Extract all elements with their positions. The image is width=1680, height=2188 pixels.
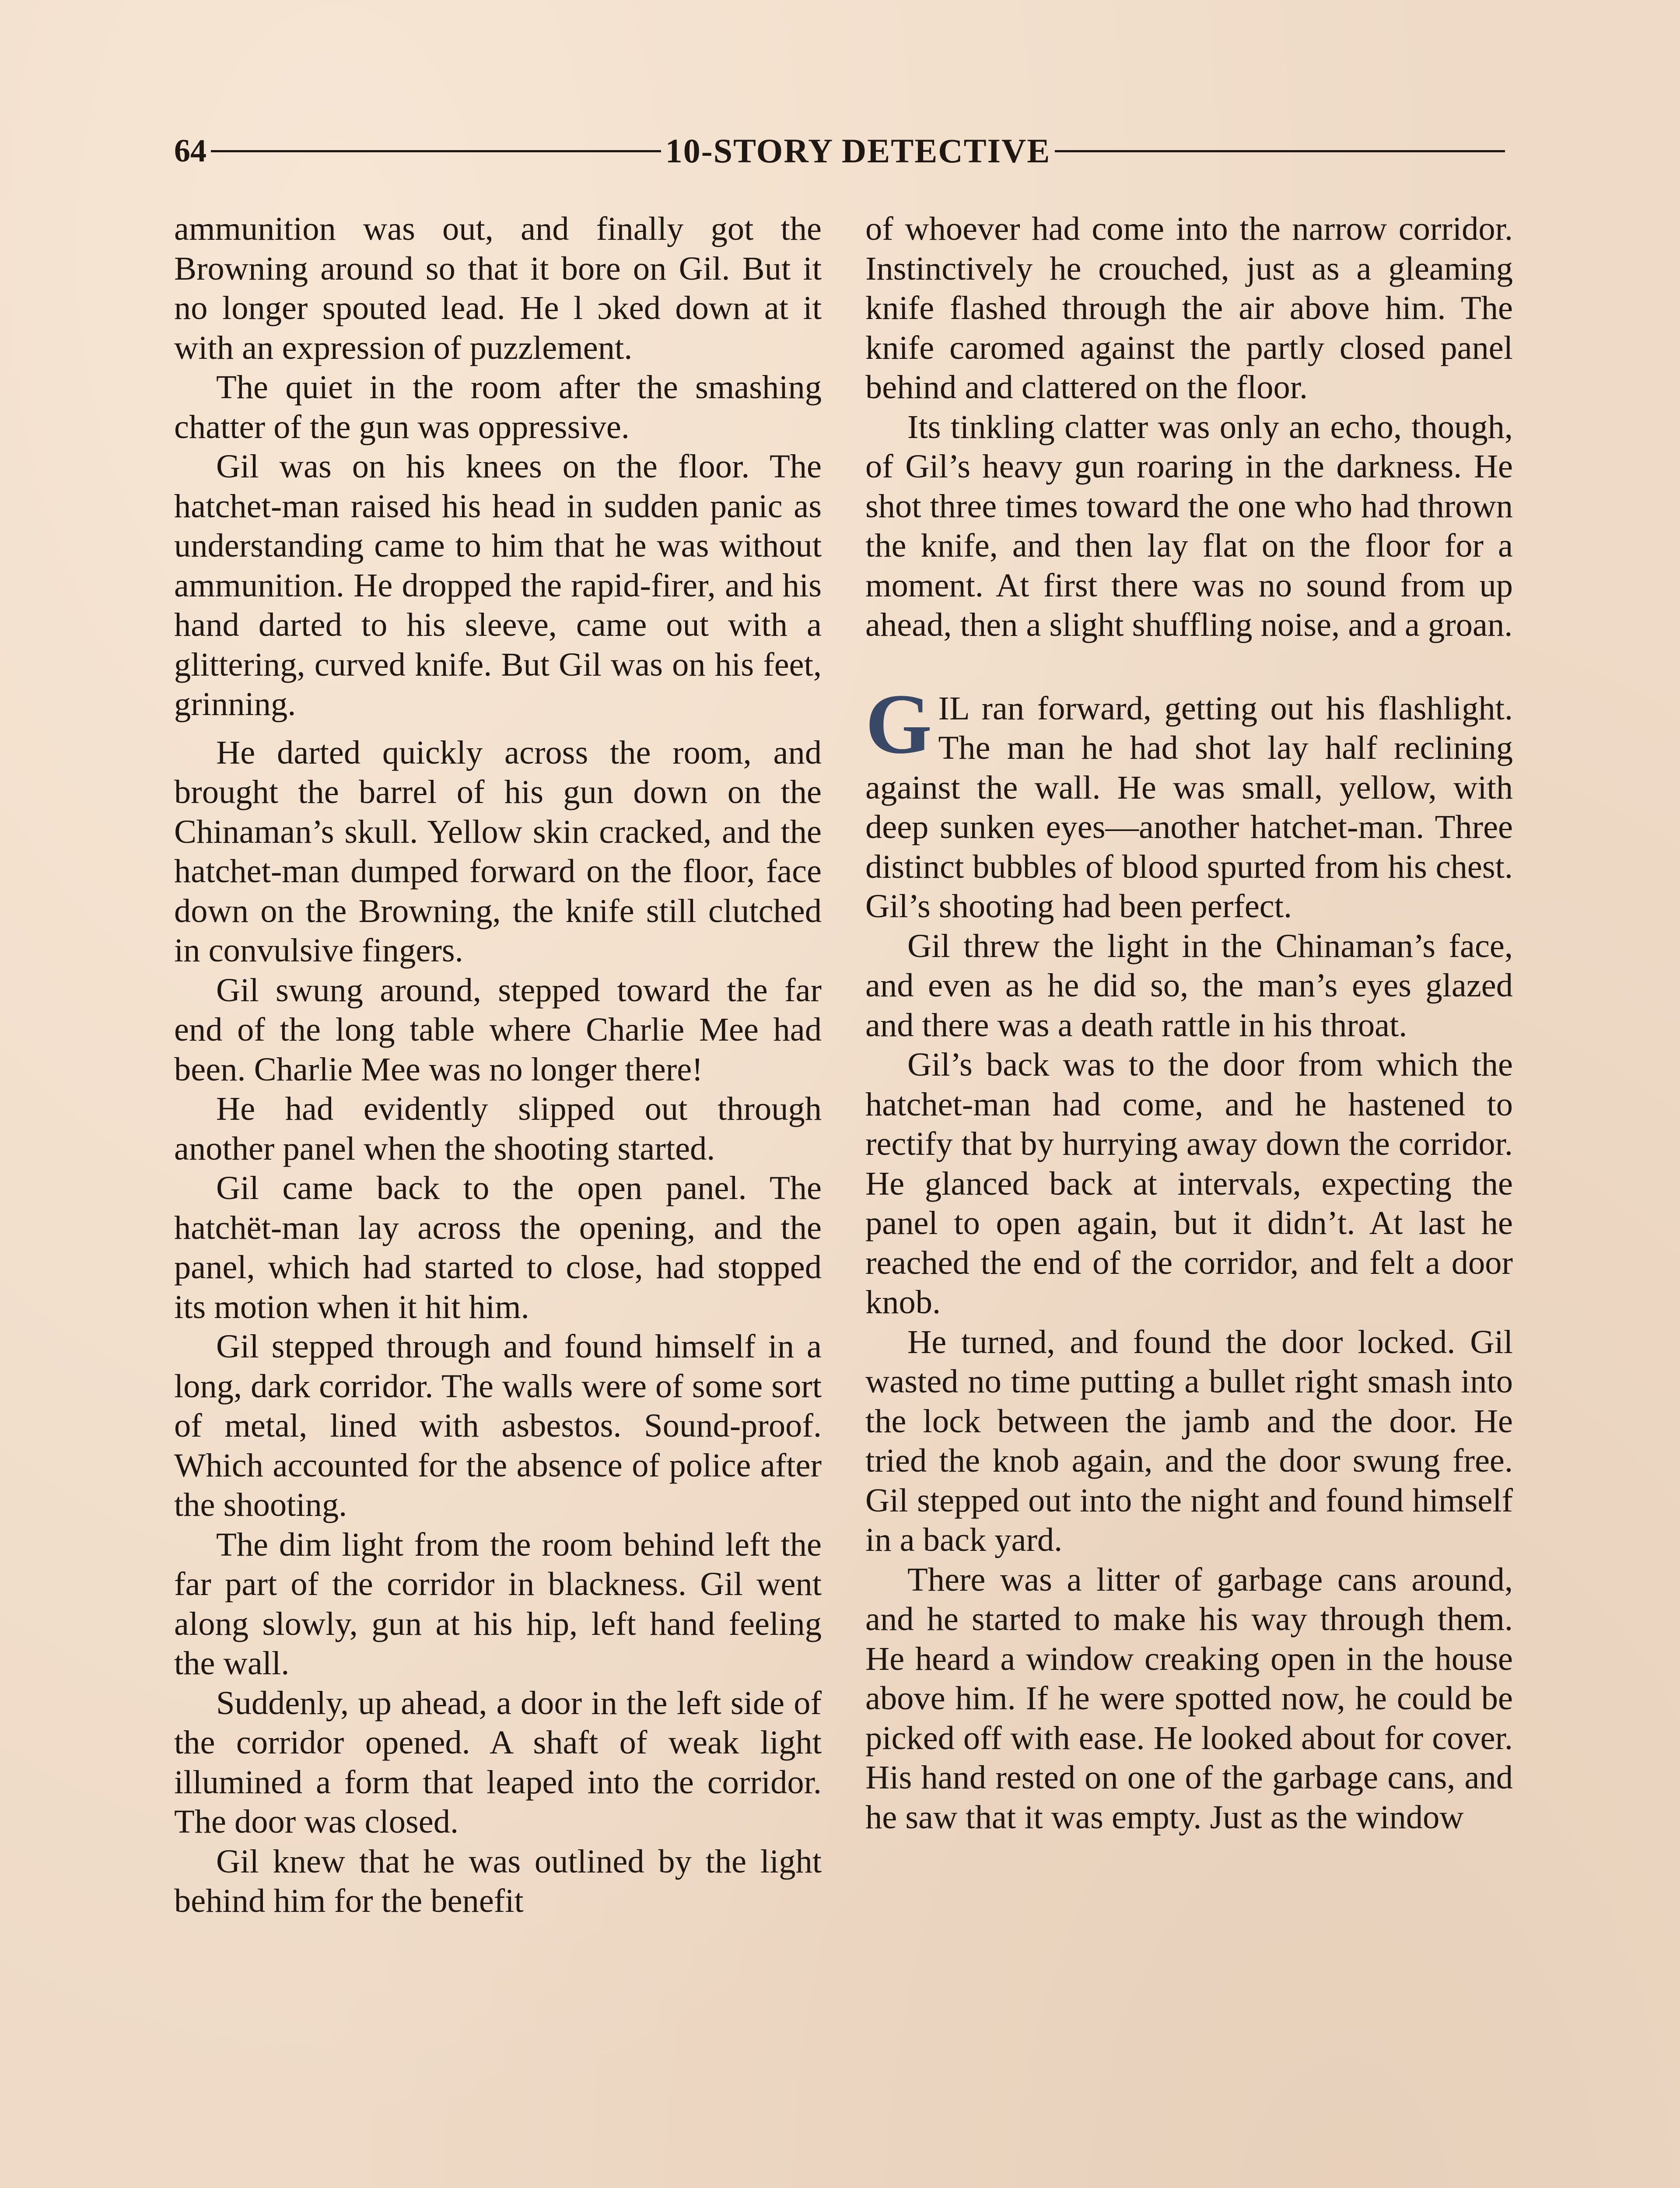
section-opening-paragraph <box>865 676 1513 926</box>
header-rule-left <box>211 150 661 152</box>
paragraph: Gil came back to the open panel. The hatchët-man lay across the opening, and the panel, which had started to close, had stopped its motion when it hit him. <box>174 1169 822 1325</box>
paragraph: Its tinkling clatter was only an echo, though, of Gil’s heavy gun roaring in the darkness. He shot three times toward the one who had thrown the knife, and then lay flat on the floor for a moment. At first there was no sound from up ahead, then a slight shuffling noise, and a groan. <box>865 408 1513 643</box>
paragraph: Suddenly, up ahead, a door in the left side of the corridor opened. A shaft of weak light illumined a form that leaped into the corridor. The door was closed. <box>174 1684 822 1840</box>
paragraph: There was a litter of garbage cans around, and he started to make his way through them. He heard a window creaking open in the house above him. If he were spotted now, he could be picked off with ease. He looked about for cover. His hand rested on one of the garbage cans, and he saw that it was empty. Just as the window <box>865 1560 1513 1836</box>
right-column <box>865 209 1513 1837</box>
paragraph: He turned, and found the door locked. Gil wasted no time putting a bullet right smash into the lock between the jamb and the door. He tried the knob again, and the door swung free. Gil stepped out into the night and found himself in a back yard. <box>865 1323 1513 1558</box>
paragraph: Gil’s back was to the door from which the hatchet-man had come, and he hastened to rectify that by hurrying away down the corridor. He glanced back at intervals, expecting the panel to open again, but it didn’t. At last he reached the end of the corridor, and felt a door knob. <box>865 1046 1513 1321</box>
paragraph: Gil swung around, stepped toward the far end of the long table where Charlie Mee had been. Charlie Mee was no longer there! <box>174 971 822 1088</box>
section-opening-text: IL ran forward, getting out his flashlight. The man he had shot lay half reclining against the wall. He was small, yellow, with deep sunken eyes—another hatchet-man. Three distinct bubbles of blood spurted from his chest. Gil’s shooting had been perfect. <box>865 689 1513 925</box>
paragraph: Gil knew that he was outlined by the light behind him for the benefit <box>174 1842 822 1919</box>
magazine-title: 10-STORY DETECTIVE <box>665 132 1051 170</box>
paragraph: Gil was on his knees on the floor. The hatchet-man raised his head in sudden panic as understanding came to him that he was without ammunition. He dropped the rapid-firer, and his hand darted to his sleeve, came out with a glittering, curved knife. But Gil was on his feet, grinning. <box>174 448 822 722</box>
paragraph: ammunition was out, and finally got the Browning around so that it bore on Gil. But it no longer spouted lead. He l ɔked down at it with an expression of puzzlement. <box>174 210 822 366</box>
paragraph: He had evidently slipped out through another panel when the shooting started. <box>174 1090 822 1167</box>
paragraph: Gil threw the light in the Chinaman’s face, and even as he did so, the man’s eyes glazed and there was a death rattle in his throat. <box>865 927 1513 1044</box>
paragraph: Gil stepped through and found himself in a long, dark corridor. The walls were of some sort of metal, lined with asbestos. Sound-proof. Which accounted for the absence of police after the shooting. <box>174 1328 822 1523</box>
paragraph: He darted quickly across the room, and brought the barrel of his gun down on the Chinaman’s skull. Yellow skin cracked, and the hatchet-man dumped forward on the floor, face down on the Browning, the knife still clutched in convulsive fingers. <box>174 733 822 969</box>
running-header <box>174 127 1505 175</box>
drop-cap: G <box>865 676 932 771</box>
paragraph: of whoever had come into the narrow corridor. Instinctively he crouched, just as a gleaming knife flashed through the air above him. The knife caromed against the partly closed panel behind and clattered on the floor. <box>865 210 1513 406</box>
paragraph: The dim light from the room behind left the far part of the corridor in blackness. Gil went along slowly, gun at his hip, left hand feeling the wall. <box>174 1525 822 1682</box>
paragraph: The quiet in the room after the smashing chatter of the gun was oppressive. <box>174 368 822 445</box>
left-column <box>174 209 822 1921</box>
header-rule-right <box>1055 150 1505 152</box>
page-number: 64 <box>174 133 206 169</box>
